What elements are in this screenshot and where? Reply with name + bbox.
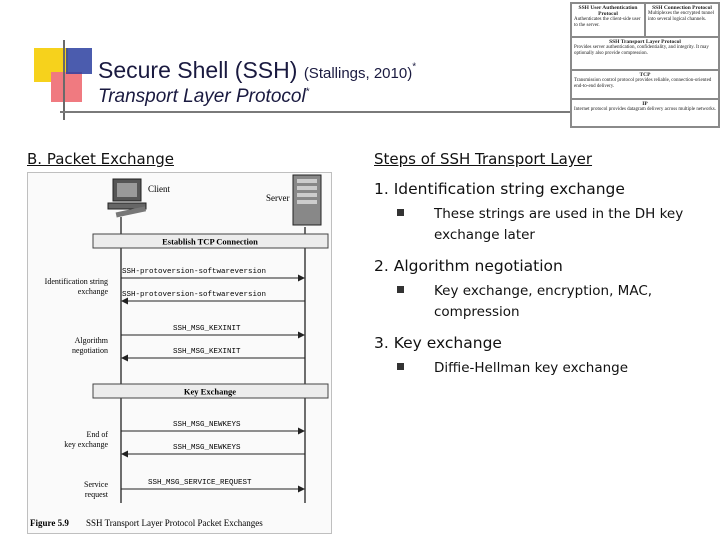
arch-cell-text: Authenticates the client-side user to the server.: [574, 17, 641, 28]
key-exchange-label: Key Exchange: [183, 386, 237, 397]
left-section-heading: B. Packet Exchange: [27, 150, 174, 168]
decor-vertical-line: [63, 40, 65, 120]
step-detail: [374, 358, 714, 379]
arch-cell-user-auth: [571, 3, 645, 37]
figure-caption-text: SSH Transport Layer Protocol Packet Exchanges: [86, 518, 263, 528]
message-label: SSH_MSG_NEWKEYS: [173, 421, 241, 429]
arch-cell-title: SSH User Authentication Protocol: [578, 5, 638, 17]
title-citation: (Stallings, 2010): [303, 65, 413, 82]
arch-cell-text: Transmission control protocol provides reliable, connection-oriented end-to-end delivery.: [574, 78, 712, 89]
arch-cell-ip: [571, 99, 719, 127]
server-label: Server: [266, 193, 290, 203]
steps-list: [374, 178, 714, 388]
title-marker: *: [412, 61, 417, 73]
arch-cell-title: TCP: [639, 72, 651, 78]
packet-exchange-figure: [27, 172, 332, 534]
phase-label-algorithm: Algorithm: [74, 336, 108, 345]
arch-cell-title: IP: [642, 101, 648, 107]
step-detail-text: Diffie-Hellman key exchange: [434, 360, 629, 376]
page-title: [98, 57, 416, 84]
server-icon: [293, 175, 321, 225]
client-computer-icon: [108, 179, 146, 217]
step-algorithm: 2. Algorithm negotiation: [374, 257, 563, 275]
message-label: SSH-protoversion-softwareversion: [122, 268, 267, 276]
phase-label-algorithm: negotiation: [72, 346, 108, 355]
phase-label-end-kex: key exchange: [64, 440, 108, 449]
arch-cell-text: Internet protocol provides datagram delivery across multiple networks.: [574, 107, 716, 112]
square-bullet-icon: [397, 209, 404, 216]
square-bullet-icon: [397, 363, 404, 370]
subtitle-text: Transport Layer Protocol: [98, 86, 306, 107]
page-subtitle: [98, 86, 310, 108]
step-detail: [374, 204, 714, 246]
phase-label-service: request: [84, 490, 108, 499]
message-label: SSH_MSG_KEXINIT: [173, 348, 241, 356]
packet-exchange-diagram: [28, 173, 331, 533]
arch-cell-text: Multiplexes the encrypted tunnel into several logical channels.: [648, 11, 714, 22]
decor-red-square: [51, 72, 82, 102]
arch-cell-title: SSH Transport Layer Protocol: [609, 39, 681, 45]
right-section-heading: Steps of SSH Transport Layer: [374, 150, 593, 168]
message-label: SSH-protoversion-softwareversion: [122, 291, 267, 299]
message-label: SSH_MSG_NEWKEYS: [173, 444, 241, 452]
ssh-architecture-table: [570, 2, 720, 128]
phase-label-service: Service: [84, 480, 108, 489]
message-label: SSH_MSG_KEXINIT: [173, 325, 241, 333]
step-identification: 1. Identification string exchange: [374, 180, 625, 198]
step-detail-text: These strings are used in the DH key exchange later: [434, 206, 684, 243]
arch-cell-connection: [645, 3, 719, 37]
arch-cell-transport: [571, 37, 719, 70]
step-detail: [374, 281, 714, 323]
subtitle-marker: *: [305, 86, 310, 98]
square-bullet-icon: [397, 286, 404, 293]
client-label: Client: [148, 184, 170, 194]
arch-cell-title: SSH Connection Protocol: [652, 5, 712, 11]
establish-tcp-label: Establish TCP Connection: [162, 236, 258, 247]
step-key-exchange: 3. Key exchange: [374, 334, 502, 352]
figure-caption-number: Figure 5.9: [30, 518, 69, 528]
step-detail-text: Key exchange, encryption, MAC, compression: [434, 283, 653, 320]
message-label: SSH_MSG_SERVICE_REQUEST: [148, 479, 252, 487]
arch-cell-text: Provides server authentication, confidentiality, and integrity. It may optionally also provide compression.: [574, 45, 709, 56]
phase-label-identification: exchange: [77, 287, 108, 296]
phase-label-end-kex: End of: [86, 430, 108, 439]
title-main: Secure Shell (SSH): [98, 57, 298, 83]
phase-label-identification: Identification string: [44, 277, 108, 286]
arch-cell-tcp: [571, 70, 719, 99]
decor-blue-square: [66, 48, 92, 74]
